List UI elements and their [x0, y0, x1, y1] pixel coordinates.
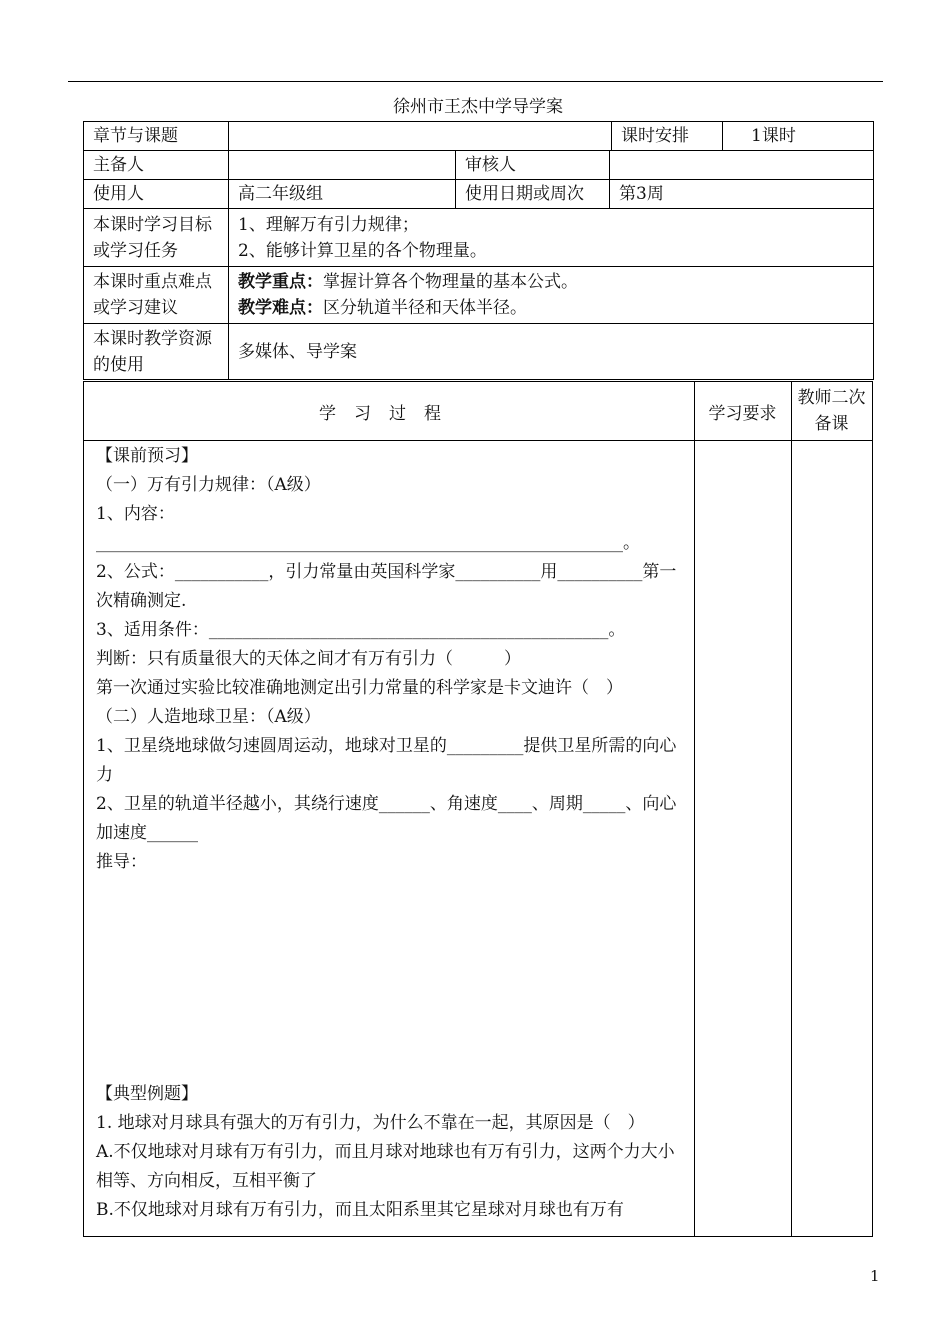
requirement-title: 学习要求: [708, 403, 777, 424]
user-value: 高二年级组: [229, 180, 456, 209]
key-point: [238, 269, 864, 295]
process-content: [96, 442, 688, 1225]
section-heading: 【典型例题】: [96, 1084, 198, 1104]
example-line: 1. 地球对月球具有强大的万有引力，为什么不靠在一起，其原因是（ ）: [96, 1113, 645, 1133]
row-goals: [84, 209, 874, 267]
row-preparer: [84, 151, 874, 180]
reviewer-value: [610, 151, 874, 180]
difficulty: [238, 295, 864, 321]
example-line: B.不仅地球对月球有万有引力，而且太阳系里其它星球对月球也有万有: [96, 1200, 624, 1220]
page-number: 1: [870, 1267, 880, 1285]
schedule-label: 课时安排: [612, 122, 723, 151]
preparer-value: [229, 151, 456, 180]
question-line: 判断：只有质量很大的天体之间才有万有引力（ ）: [96, 649, 521, 669]
header-rule: [68, 81, 883, 82]
resource-label: 本课时教学资源的使用: [84, 324, 229, 380]
row-user: [84, 180, 874, 209]
resource-value: 多媒体、导学案: [229, 324, 874, 380]
column-divider: [791, 382, 792, 1236]
question-line: 第一次通过实验比较准确地测定出引力常量的科学家是卡文迪许（ ）: [96, 678, 623, 698]
subsection-heading: （二）人造地球卫星：（A级）: [96, 707, 321, 727]
section-heading: 【课前预习】: [96, 446, 198, 466]
question-line: 2、卫星的轨道半径越小，其绕行速度______、角速度____、周期_____、向心加速度______: [96, 794, 677, 843]
schedule-value: 1课时: [723, 122, 874, 151]
question-line: 2、公式：___________，引力常量由英国科学家__________用__________第一次精确测定.: [96, 562, 677, 611]
question-line: 推导：: [96, 852, 147, 872]
goal-label: 本课时学习目标或学习任务: [84, 209, 229, 267]
column-divider: [694, 382, 695, 1236]
preparer-label: 主备人: [84, 151, 229, 180]
chapter-label: 章节与课题: [84, 122, 229, 151]
row-chapter: [84, 122, 874, 151]
derivation-space: [96, 877, 688, 1080]
question-line: 1、卫星绕地球做匀速圆周运动，地球对卫星的_________提供卫星所需的向心力: [96, 736, 677, 785]
example-line: A.不仅地球对月球有万有引力，而且月球对地球也有万有引力，这两个力大小相等、方向相反，互相平衡了: [96, 1142, 675, 1191]
row-resources: [84, 324, 874, 380]
subsection-heading: （一）万有引力规律：（A级）: [96, 475, 321, 495]
key-point-title: 教学重点：: [238, 272, 323, 292]
question-line: 1、内容：______________________________________________________________。: [96, 504, 640, 553]
goal-content: [229, 209, 874, 267]
chapter-value: [229, 122, 612, 151]
row-divider: [84, 440, 872, 441]
goal-2: 2、能够计算卫星的各个物理量。: [238, 240, 487, 261]
process-title: 学习过程: [319, 403, 459, 424]
difficulty-title: 教学难点：: [238, 298, 323, 318]
user-label: 使用人: [84, 180, 229, 209]
date-value: 第3周: [610, 180, 874, 209]
document-title: 徐州市王杰中学导学案: [393, 97, 563, 117]
key-content: [229, 267, 874, 324]
reviewer-label: 审核人: [456, 151, 610, 180]
learning-process-table: [83, 381, 873, 1237]
key-point-text: 掌握计算各个物理量的基本公式。: [323, 272, 578, 292]
goal-1: 1、理解万有引力规律；: [238, 214, 419, 235]
teacher-notes-title: 教师二次备课: [797, 388, 866, 434]
lesson-info-table: [83, 121, 874, 380]
question-line: 3、适用条件：_______________________________________________。: [96, 620, 626, 640]
row-key-points: [84, 267, 874, 324]
difficulty-text: 区分轨道半径和天体半径。: [323, 298, 527, 318]
key-label: 本课时重点难点或学习建议: [84, 267, 229, 324]
date-label: 使用日期或周次: [456, 180, 610, 209]
